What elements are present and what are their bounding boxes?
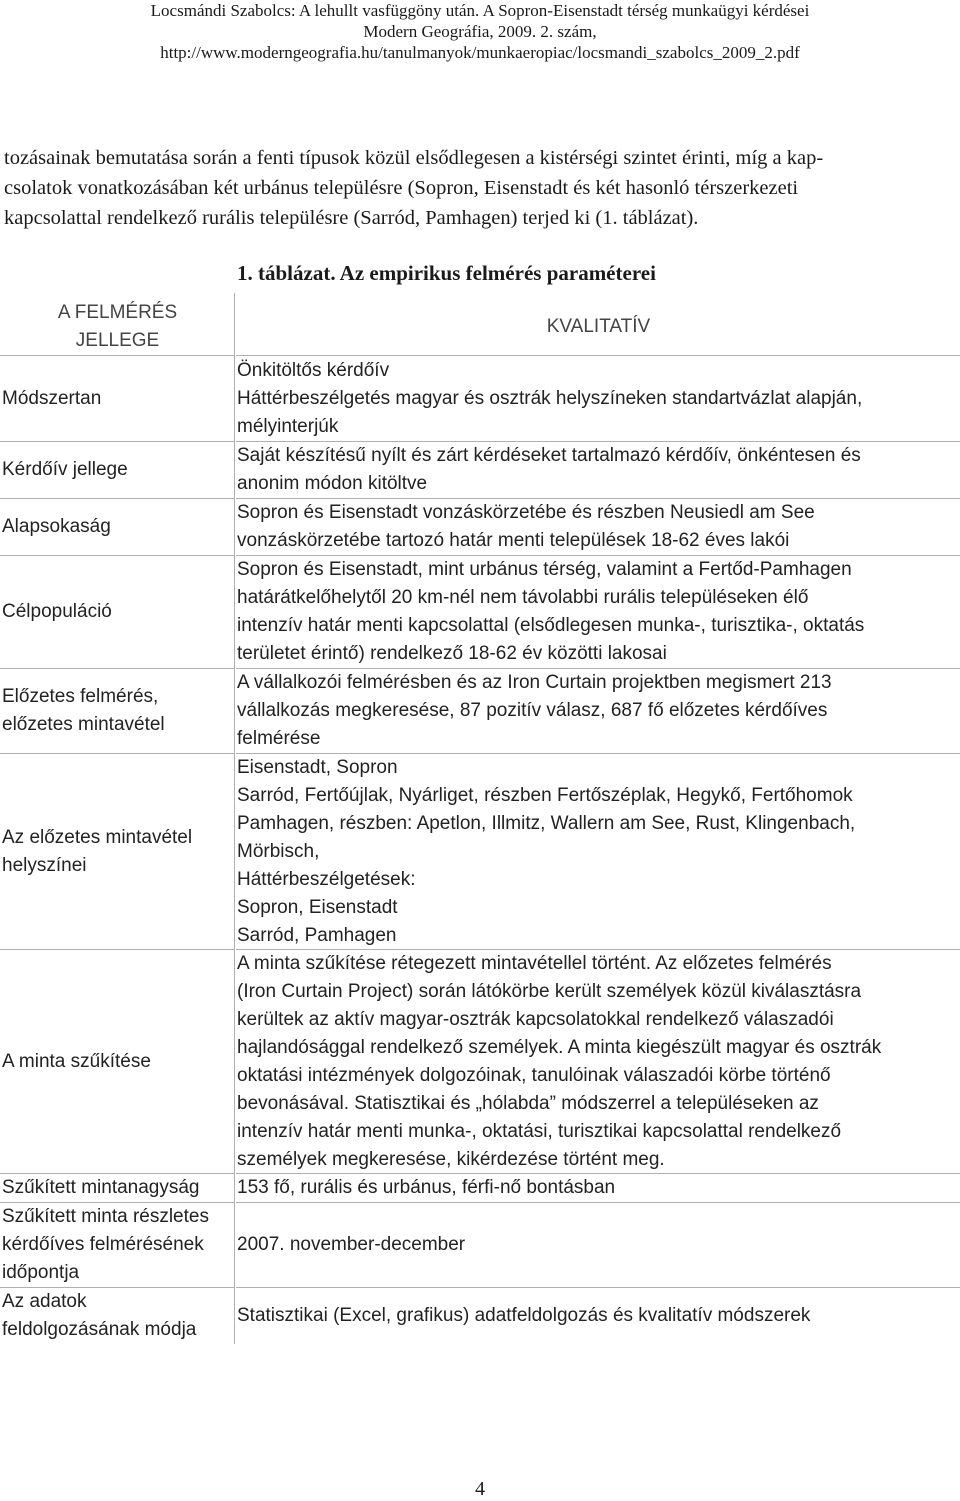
value-line: A minta szűkítése rétegezett mintavétellel történt. Az előzetes felmérés (237, 952, 832, 974)
table-row (0, 950, 960, 1173)
value-line: Önkitöltős kérdőív (237, 360, 390, 381)
header-cell-right: KVALITATÍV (546, 316, 651, 337)
row-value (237, 950, 960, 1173)
header-url[interactable]: http://www.moderngeografia.hu/tanulmanyok/munkaeropiac/locsmandi_szabolcs_2009_2.pdf (160, 43, 800, 62)
value-line: Sarród, Fertőújlak, Nyárliget, részben Fertőszéplak, Hegykő, Fertőhomok (237, 784, 853, 806)
row-label (2, 1203, 233, 1287)
label-line: Az előzetes mintavétel (2, 826, 193, 848)
paragraph-line: csolatok vonatkozásában két urbánus településre (Sopron, Eisenstadt és két hasonló térszerkezeti (4, 177, 799, 199)
value-line: Sarród, Pamhagen (237, 924, 397, 946)
label-line: Előzetes felmérés, (2, 686, 159, 707)
value-line: Sopron, Eisenstadt (237, 896, 398, 918)
table-row (0, 1174, 960, 1202)
value-line: Pamhagen, részben: Apetlon, Illmitz, Wallern am See, Rust, Klingenbach, (237, 812, 856, 834)
table-row (0, 669, 960, 753)
table-row (0, 357, 960, 441)
table-row (0, 754, 960, 949)
row-value (237, 669, 960, 753)
header-journal: Modern Geográfia, 2009. 2. szám, (363, 22, 597, 41)
row-label (2, 1288, 233, 1344)
page-number: 4 (475, 1478, 485, 1500)
value-line: anonim módon kitöltve (237, 473, 428, 494)
paragraph-line: tozásainak bemutatása során a fenti típusok közül elsődlegesen a kistérségi szintet érinti, míg a kap- (4, 147, 824, 169)
value-line: kerültek az aktív magyar-osztrák kapcsolatokkal rendelkező válaszadói (237, 1008, 834, 1030)
label-line: helyszínei (2, 854, 87, 876)
header-cell-left (2, 299, 233, 355)
row-label: Alapsokaság (2, 516, 111, 537)
page-header (0, 0, 960, 63)
header-left-line: JELLEGE (75, 330, 160, 351)
value-line: határátkelőhelytől 20 km-nél nem távolabbi rurális településeken élő (237, 587, 809, 608)
value-line: mélyinterjúk (237, 416, 339, 437)
label-line: előzetes mintavétel (2, 714, 165, 735)
table-header-row (0, 293, 960, 355)
label-line: feldolgozásának módja (2, 1319, 197, 1340)
row-value (237, 357, 960, 441)
value-line: vállalkozás megkeresése, 87 pozitív válasz, 687 fő előzetes kérdőíves (237, 700, 828, 721)
row-label: Kérdőív jellege (2, 459, 128, 480)
value-line: (Iron Curtain Project) során látókörbe került személyek közül kiválasztásra (237, 980, 862, 1002)
table-row (0, 442, 960, 498)
row-value (237, 754, 960, 949)
row-value: Statisztikai (Excel, grafikus) adatfeldolgozás és kvalitatív módszerek (237, 1305, 811, 1326)
table-row (0, 1288, 960, 1344)
label-line: Az adatok (2, 1291, 87, 1312)
value-line: Háttérbeszélgetések: (237, 868, 416, 890)
table-row (0, 1203, 960, 1287)
value-line: Mörbisch, (237, 840, 320, 862)
value-line: bevonásával. Statisztikai és „hólabda” módszerrel a településeken az (237, 1092, 819, 1114)
value-line: Sopron és Eisenstadt, mint urbánus térség, valamint a Fertőd-Pamhagen (237, 559, 852, 580)
row-label: Módszertan (2, 388, 102, 409)
value-line: A vállalkozói felmérésben és az Iron Curtain projektben megismert 213 (237, 672, 832, 693)
header-left-line: A FELMÉRÉS (57, 302, 178, 323)
row-value: 153 fő, rurális és urbánus, férfi-nő bontásban (237, 1177, 616, 1198)
value-line: Háttérbeszélgetés magyar és osztrák helyszíneken standartvázlat alapján, (237, 388, 863, 409)
row-label (2, 669, 233, 753)
value-line: felmérése (237, 728, 321, 749)
label-line: Szűkített minta részletes (2, 1206, 209, 1227)
table-row (0, 556, 960, 668)
value-line: vonzáskörzetébe tartozó határ menti települések 18-62 éves lakói (237, 530, 790, 551)
row-label: A minta szűkítése (2, 1050, 151, 1072)
row-label: Célpopuláció (2, 601, 112, 622)
label-line: kérdőíves felmérésének (2, 1234, 204, 1255)
row-value (237, 556, 960, 668)
value-line: oktatási intézmények dolgozóinak, tanulóinak válaszadói körbe történő (237, 1064, 831, 1086)
table-caption: 1. táblázat. Az empirikus felmérés paraméterei (237, 261, 656, 285)
value-line: Saját készítésű nyílt és zárt kérdéseket tartalmazó kérdőív, önkéntesen és (237, 445, 861, 466)
row-value: 2007. november-december (237, 1234, 466, 1255)
row-divider (0, 355, 234, 356)
value-line: Sopron és Eisenstadt vonzáskörzetébe és részben Neusiedl am See (237, 502, 815, 523)
row-label: Szűkített mintanagyság (2, 1177, 200, 1198)
column-divider (234, 293, 235, 1344)
row-value (237, 442, 960, 498)
paragraph-line: kapcsolattal rendelkező rurális településre (Sarród, Pamhagen) terjed ki (1. táblázat). (4, 207, 699, 229)
value-line: területet érintő) rendelkező 18-62 év közötti lakosai (237, 643, 667, 664)
body-paragraph (4, 143, 956, 233)
row-value (237, 499, 960, 555)
value-line: hajlandósággal rendelkező személyek. A minta kiegészült magyar és osztrák (237, 1036, 882, 1058)
label-line: időpontja (2, 1262, 80, 1283)
value-line: személyek megkeresése, kikérdezése történt meg. (237, 1148, 665, 1170)
value-line: Eisenstadt, Sopron (237, 756, 398, 778)
header-citation: Locsmándi Szabolcs: A lehullt vasfüggöny után. A Sopron-Eisenstadt térség munkaügyi kérdései (150, 1, 810, 20)
value-line: intenzív határ menti kapcsolattal (elsődlegesen munka-, turisztika-, oktatás (237, 615, 865, 636)
row-divider (236, 355, 960, 356)
value-line: intenzív határ menti munka-, oktatási, turisztikai kapcsolattal rendelkező (237, 1120, 842, 1142)
row-label (2, 754, 233, 949)
table-row (0, 499, 960, 555)
